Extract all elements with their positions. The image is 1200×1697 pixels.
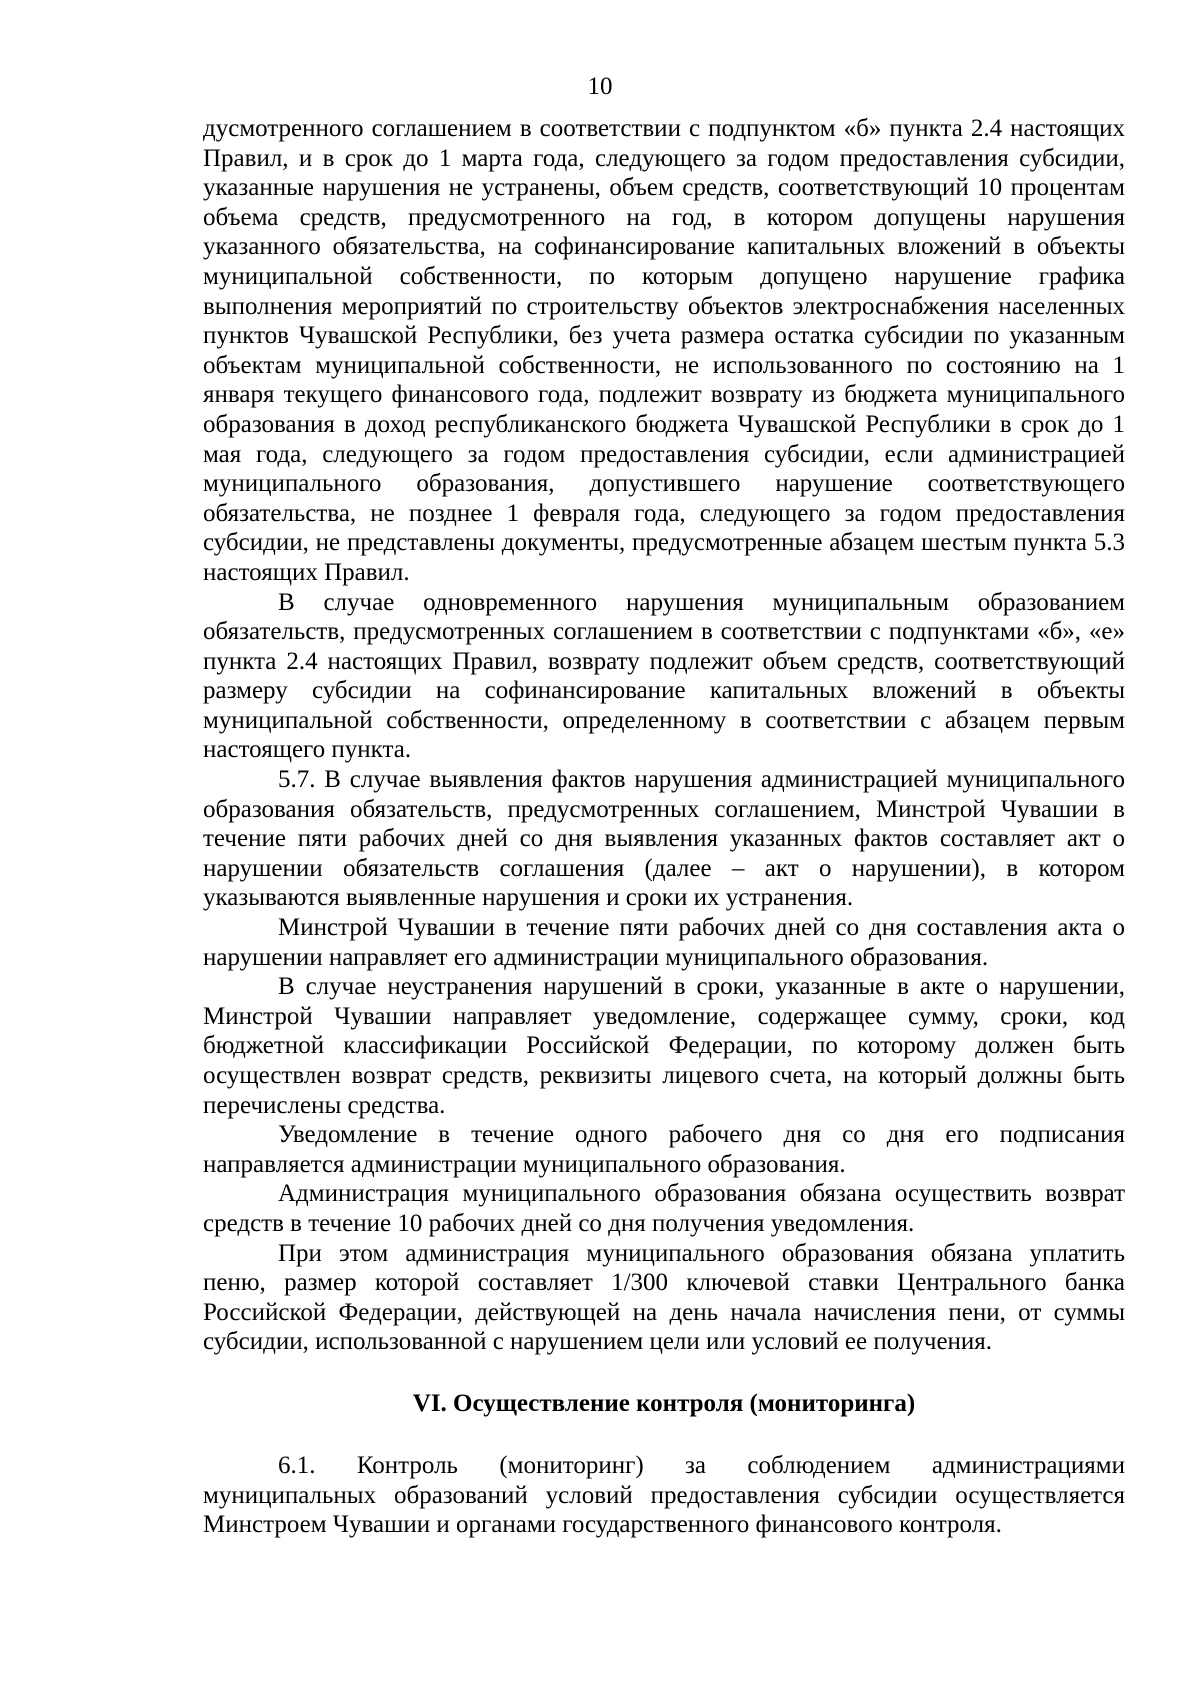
paragraph-continuation: дусмотренного соглашением в соответствии с подпунктом «б» пункта 2.4 настоящих Правил, и в срок до 1 марта года, следующего за годом предоставления субсидии, указанные нарушения не устранены, объем средств, соответствующий 10 процентам объема средств, предусмотренного на год, в котором допущены нарушения указанного обязательства, на софинансирование капитальных вложений в объекты муниципальной собственности, по которым допущено нарушение графика выполнения мероприятий по строительству объектов электроснабжения населенных пунктов Чувашской Республики, без учета размера остатка субсидии по указанным объектам муниципальной собственности, не использованного по состоянию на 1 января текущего финансового года, подлежит возврату из бюджета муниципального образования в доход республиканского бюджета Чувашской Республики в срок до 1 мая года, следующего за годом предоставления субсидии, если администрацией муниципального образования, допустившего нарушение соответствующего обязательства, не позднее 1 февраля года, следующего за годом предоставления субсидии, не представлены документы, предусмотренные абзацем шестым пункта 5.3 настоящих Правил.: [203, 115, 1125, 586]
page-number: 10: [587, 73, 613, 100]
paragraph-simultaneous-violation: В случае одновременного нарушения муниципальным образованием обязательств, предусмотренных соглашением в соответствии с подпунктами «б», «е» пункта 2.4 настоящих Правил, возврату подлежит объем средств, соответствующий размеру субсидии на софинансирование капитальных вложений в объекты муниципальной собственности, определенному в соответствии с абзацем первым настоящего пункта.: [203, 588, 1125, 764]
paragraph-5-7: 5.7. В случае выявления фактов нарушения администрацией муниципального образования обязательств, предусмотренных соглашением, Минстрой Чувашии в течение пяти рабочих дней со дня выявления указанных фактов составляет акт о нарушении обязательств соглашения (далее – акт о нарушении), в котором указываются выявленные нарушения и сроки их устранения.: [203, 766, 1125, 912]
paragraph-penalty: При этом администрация муниципального образования обязана уплатить пеню, размер которой составляет 1/300 ключевой ставки Центрального банка Российской Федерации, действующей на день начала начисления пени, от суммы субсидии, использованной с нарушением цели или условий ее получения.: [203, 1239, 1125, 1356]
paragraph-6-1: 6.1. Контроль (мониторинг) за соблюдением администрациями муниципальных образований условий предоставления субсидии осуществляется Минстроем Чувашии и органами государственного финансового контроля.: [203, 1451, 1125, 1539]
section-heading: VI. Осуществление контроля (мониторинга): [412, 1389, 916, 1417]
paragraph-notification: В случае неустранения нарушений в сроки, указанные в акте о нарушении, Минстрой Чувашии направляет уведомление, содержащее сумму, сроки, код бюджетной классификации Российской Федерации, по которому должен быть осуществлен возврат средств, реквизиты лицевого счета, на который должны быть перечислены средства.: [203, 973, 1125, 1119]
paragraph-return-obligation: Администрация муниципального образования обязана осуществить возврат средств в течение 10 рабочих дней со дня получения уведомления.: [203, 1180, 1125, 1237]
paragraph-act-sending: Минстрой Чувашии в течение пяти рабочих дней со дня составления акта о нарушении направляет его администрации муниципального образования.: [203, 914, 1125, 971]
paragraph-notification-delivery: Уведомление в течение одного рабочего дня со дня его подписания направляется администрации муниципального образования.: [203, 1121, 1125, 1178]
document-body: [203, 114, 1125, 1540]
